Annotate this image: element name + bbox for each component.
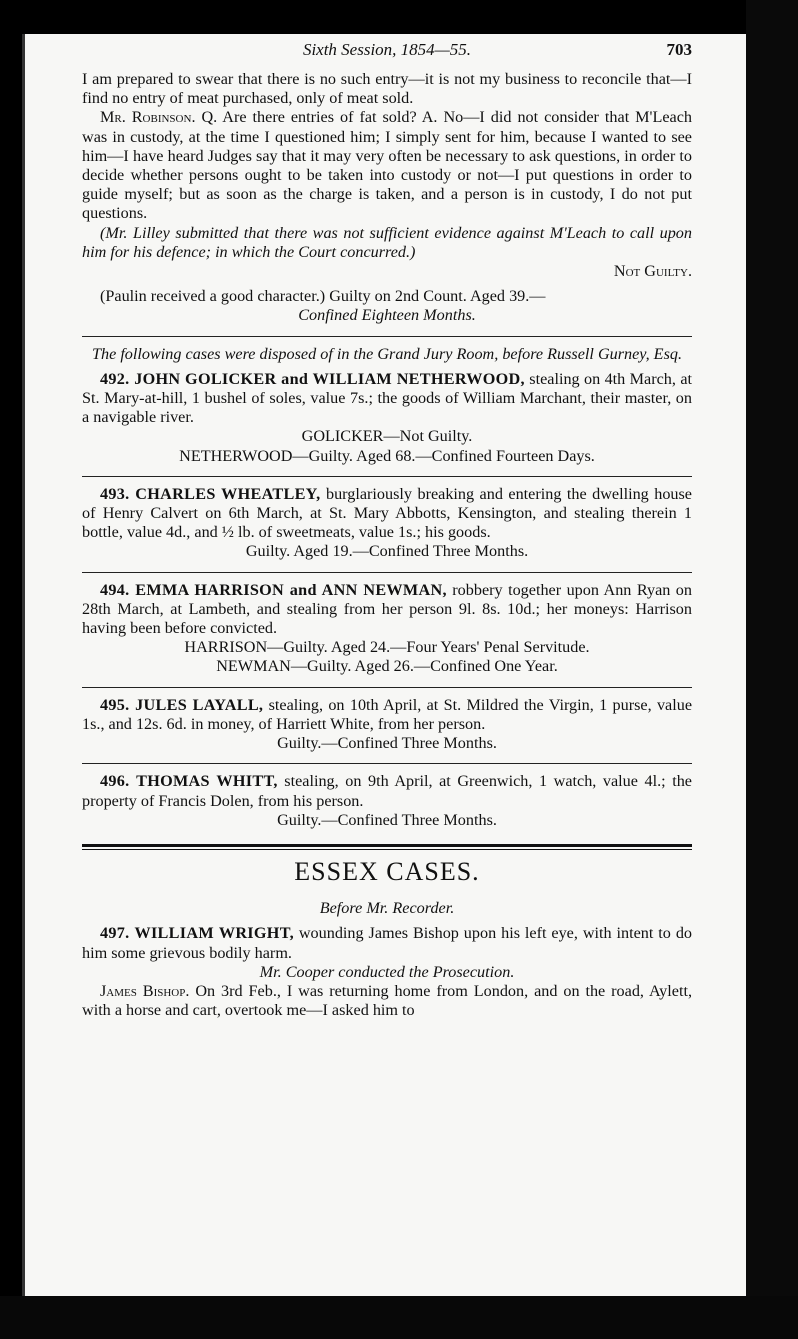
case-text: robbery together upon Ann Ryan on 28th March, at Lambeth, and stealing from her person 9l. 8s. 10d.; her moneys: Harrison having been before convicted.: [82, 580, 692, 638]
case-heading: 496. THOMAS WHITT,: [100, 772, 278, 791]
paulin-sentence: Confined Eighteen Months.: [298, 306, 476, 325]
testimony-paragraph: [82, 108, 692, 223]
case-text: burglariously breaking and entering the dwelling house of Henry Calvert on 6th March, at St. Mary Abbotts, Kensington, and stealing therein 1 bottle, value 4d., and ½ lb. of sweetmeats, value 1s.; his goods.: [82, 484, 692, 542]
case-entry: [82, 581, 692, 677]
case-verdict: NETHERWOOD—Guilty. Aged 68.—Confined Fourteen Days.: [179, 446, 595, 465]
divider: [82, 336, 692, 337]
case-verdict: NEWMAN—Guilty. Aged 26.—Confined One Year.: [216, 657, 558, 676]
case-verdict: Guilty.—Confined Three Months.: [277, 734, 497, 753]
divider: [82, 763, 692, 764]
case-verdict: GOLICKER—Not Guilty.: [301, 427, 473, 446]
case-heading: 493. CHARLES WHEATLEY,: [100, 484, 321, 503]
scan-edge-right: [746, 0, 798, 1339]
case-verdict: HARRISON—Guilty. Aged 24.—Four Years' Penal Servitude.: [184, 638, 590, 657]
case-entry: [82, 772, 692, 830]
case-paragraph: [82, 485, 692, 543]
testimony-paragraph: [82, 982, 692, 1020]
case-entry: [82, 696, 692, 754]
section-title: ESSEX CASES.: [294, 856, 480, 886]
page-content: [82, 40, 692, 1020]
case-heading: 497. WILLIAM WRIGHT,: [100, 924, 294, 943]
paulin-verdict: (Paulin received a good character.) Guilty on 2nd Count. Aged 39.—: [100, 287, 546, 306]
case-text: stealing, on 9th April, at Greenwich, 1 watch, value 4l.; the property of Francis Dolen, from his person.: [82, 772, 692, 810]
court-note: (Mr. Lilley submitted that there was not sufficient evidence against M'Leach to call upon him for his defence; in which the Court concurred.): [82, 223, 692, 261]
case-paragraph: [82, 696, 692, 734]
case-paragraph: [82, 370, 692, 428]
case-paragraph: [82, 772, 692, 810]
section-double-rule: [82, 844, 692, 850]
case-text: wounding James Bishop upon his left eye, with intent to do him some grievous bodily harm.: [82, 924, 693, 962]
verdict: Not Guilty.: [613, 262, 692, 281]
case-verdict: Guilty. Aged 19.—Confined Three Months.: [245, 542, 529, 561]
case-text: stealing on 4th March, at St. Mary-at-hill, 1 bushel of soles, value 7s.; the goods of William Marchant, their master, on a navigable river.: [82, 369, 693, 427]
case-entry: [82, 370, 692, 466]
page-number: 703: [666, 40, 692, 59]
case-heading: 494. EMMA HARRISON and ANN NEWMAN,: [100, 580, 447, 599]
before-judge: Before Mr. Recorder.: [319, 899, 455, 918]
divider: [82, 476, 692, 477]
session-title: Sixth Session, 1854—55.: [302, 40, 472, 59]
case-paragraph: [82, 924, 692, 962]
prosecution-note: Mr. Cooper conducted the Prosecution.: [259, 962, 515, 981]
running-header: [82, 40, 692, 70]
case-paragraph: [82, 581, 692, 639]
speaker-text: On 3rd Feb., I was returning home from London, and on the road, Aylett, with a horse and cart, overtook me—I asked him to: [82, 981, 693, 1020]
divider: [82, 687, 692, 688]
case-entry: [82, 485, 692, 562]
case-verdict: Guilty.—Confined Three Months.: [277, 810, 497, 829]
speaker-name: Mr. Robinson.: [100, 108, 196, 127]
divider: [82, 572, 692, 573]
case-heading: 492. JOHN GOLICKER and WILLIAM NETHERWOOD,: [100, 369, 525, 388]
case-text: stealing, on 10th April, at St. Mildred the Virgin, 1 purse, value 1s., and 12s. 6d. in money, of Harriett White, from her person.: [82, 695, 692, 733]
speaker-text: Q. Are there entries of fat sold? A. No—I did not consider that M'Leach was in custody, at the time I questioned him; I simply sent for him, because I wanted to see him—I have heard Judges say that it may very often be necessary to ask questions, in order to decide whether persons ought to be taken into custody or not—I put questions in order to guide myself; but as soon as the charge is taken, and a person is in custody, I do not put questions.: [82, 108, 693, 223]
speaker-name: James Bishop.: [100, 981, 190, 1000]
testimony-paragraph: I am prepared to swear that there is no such entry—it is not my business to reconcile that—I find no entry of meat purchased, only of meat sold.: [82, 70, 692, 108]
scan-edge-bottom: [0, 1296, 798, 1339]
case-heading: 495. JULES LAYALL,: [100, 695, 264, 714]
grand-jury-note: The following cases were disposed of in the Grand Jury Room, before Russell Gurney, Esq.: [91, 344, 683, 363]
